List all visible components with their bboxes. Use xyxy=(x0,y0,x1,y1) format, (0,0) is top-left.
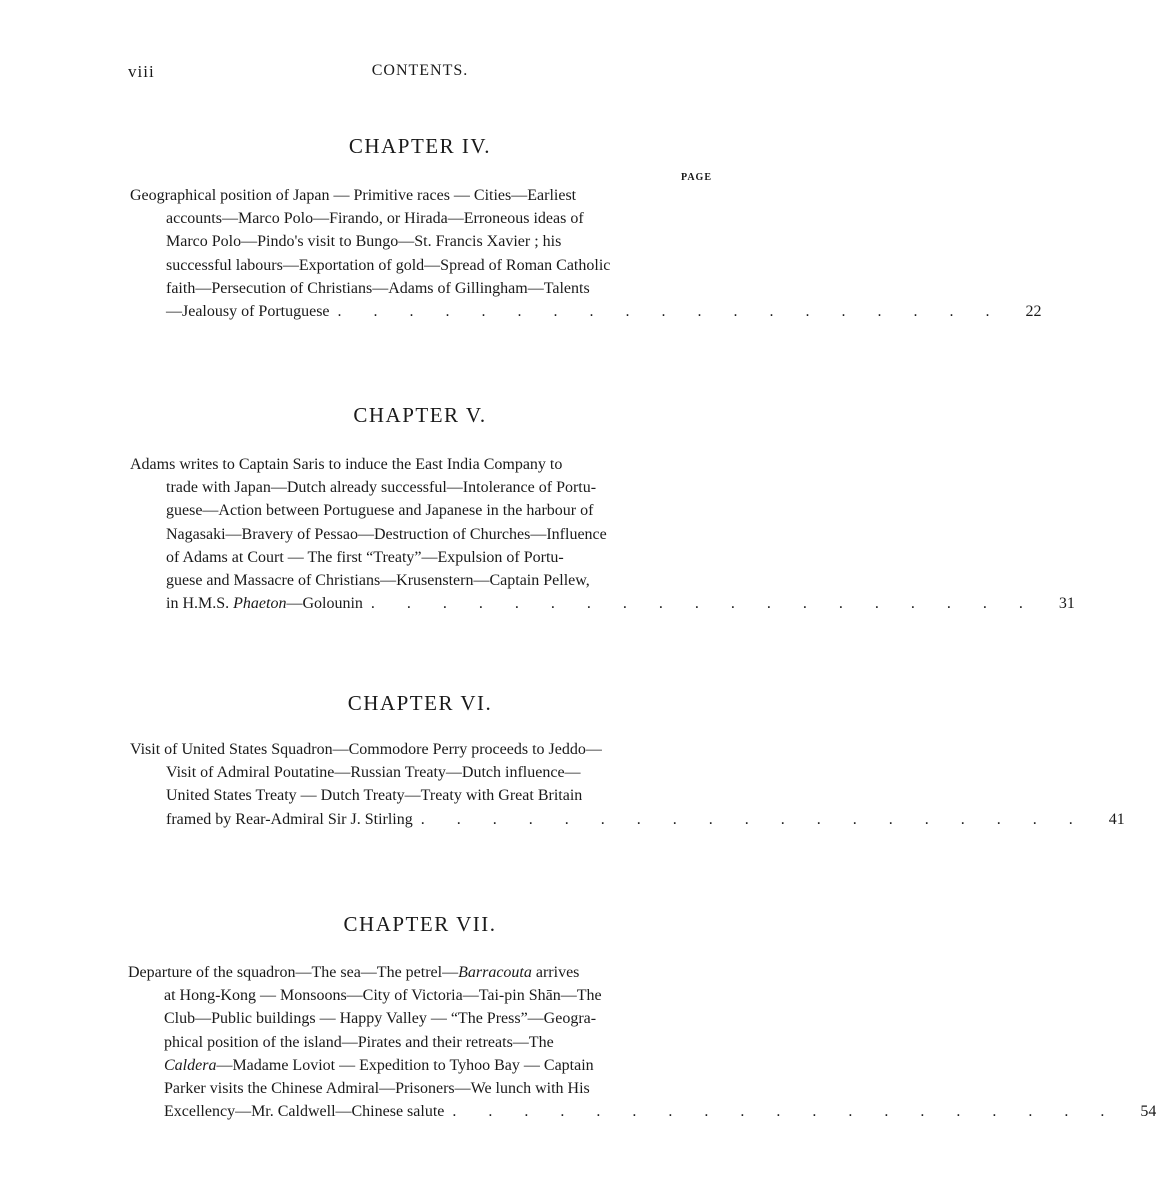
entry-line: Adams writes to Captain Saris to induce the East India Company to xyxy=(130,456,563,473)
entry-line-text xyxy=(164,1054,594,1077)
entry-last-line xyxy=(128,1100,1156,1123)
dot-leader: . . . . . . . . . . . . . . . . . . . xyxy=(420,810,1087,828)
ship-name: Phaeton xyxy=(233,595,287,613)
entry-text-part: —Madame Loviot — Expedition to Tyhoo Bay — Captain xyxy=(216,1056,594,1074)
entry-text-part: in H.M.S. xyxy=(166,595,234,613)
entry-line: guese—Action between Portuguese and Japanese in the harbour of xyxy=(166,502,594,520)
entry-line-text: framed by Rear-Admiral Sir J. Stirling xyxy=(166,810,413,828)
entry-line-text xyxy=(166,592,363,615)
entry-line-text: Excellency—Mr. Caldwell—Chinese salute xyxy=(164,1103,445,1121)
entry-last-line xyxy=(130,808,1125,831)
running-head: CONTENTS. xyxy=(371,62,469,79)
entry-line xyxy=(128,1054,708,1077)
entry-last-line xyxy=(130,300,1042,323)
entry-line: at Hong-Kong — Monsoons—City of Victoria—Tai-pin Shān—The xyxy=(164,987,602,1005)
entry-line: accounts—Marco Polo—Firando, or Hirada—Erroneous ideas of xyxy=(166,210,584,228)
dot-leader: . . . . . . . . . . . . . . . . . . . xyxy=(337,303,1004,321)
ship-name: Caldera xyxy=(164,1056,217,1074)
entry-line: United States Treaty — Dutch Treaty—Treaty with Great Britain xyxy=(166,787,583,805)
entry-line: Marco Polo—Pindo's visit to Bungo—St. Francis Xavier ; his xyxy=(166,233,562,251)
entry-line: Nagasaki—Bravery of Pessao—Destruction of Churches—Influence xyxy=(166,525,607,543)
entry-last-line xyxy=(130,592,1075,615)
page-column-label: PAGE xyxy=(680,172,712,183)
entry-text-part: —Golounin xyxy=(286,595,363,613)
entry-line: successful labours—Exportation of gold—Spread of Roman Catholic xyxy=(166,256,611,274)
entry-line: Parker visits the Chinese Admiral—Prisoners—We lunch with His xyxy=(164,1080,590,1098)
chapter-7-title: CHAPTER VII. xyxy=(343,912,497,936)
page-folio: viii xyxy=(128,62,155,81)
ship-name: Barracouta xyxy=(458,964,532,981)
page-number: 54 xyxy=(1140,1103,1156,1121)
entry-line xyxy=(128,961,708,984)
entry-line: of Adams at Court — The first “Treaty”—Expulsion of Portu- xyxy=(166,548,564,566)
entry-line: Club—Public buildings — Happy Valley — “The Press”—Geogra- xyxy=(164,1010,597,1028)
entry-text-part: Departure of the squadron—The sea—The petrel— xyxy=(128,964,459,981)
entry-text-part: arrives xyxy=(531,964,580,981)
chapter-5-title: CHAPTER V. xyxy=(353,403,487,427)
chapter-5-entry xyxy=(130,453,1075,615)
chapter-4-title: CHAPTER IV. xyxy=(348,134,492,158)
entry-line: phical position of the island—Pirates and their retreats—The xyxy=(164,1033,554,1051)
page-number: 31 xyxy=(1058,595,1075,613)
dot-leader: . . . . . . . . . . . . . . . . . . . xyxy=(370,595,1037,613)
chapter-6-entry xyxy=(130,738,1125,831)
entry-line-text xyxy=(128,961,579,984)
entry-line-text: —Jealousy of Portuguese xyxy=(166,303,330,321)
chapter-7-entry xyxy=(128,961,1156,1123)
page-number: 41 xyxy=(1108,810,1125,828)
dot-leader: . . . . . . . . . . . . . . . . . . . xyxy=(452,1103,1119,1121)
page-number: 22 xyxy=(1025,303,1042,321)
entry-line: Geographical position of Japan — Primitive races — Cities—Earliest xyxy=(130,187,577,204)
entry-line: Visit of Admiral Poutatine—Russian Treaty—Dutch influence— xyxy=(166,764,581,782)
chapter-4-entry xyxy=(130,184,1042,323)
entry-line: Visit of United States Squadron—Commodore Perry proceeds to Jeddo— xyxy=(130,741,602,758)
entry-line: faith—Persecution of Christians—Adams of Gillingham—Talents xyxy=(166,279,590,297)
entry-line: guese and Massacre of Christians—Krusenstern—Captain Pellew, xyxy=(166,572,590,590)
entry-line: trade with Japan—Dutch already successful—Intolerance of Portu- xyxy=(166,479,597,497)
chapter-6-title: CHAPTER VI. xyxy=(347,691,493,715)
